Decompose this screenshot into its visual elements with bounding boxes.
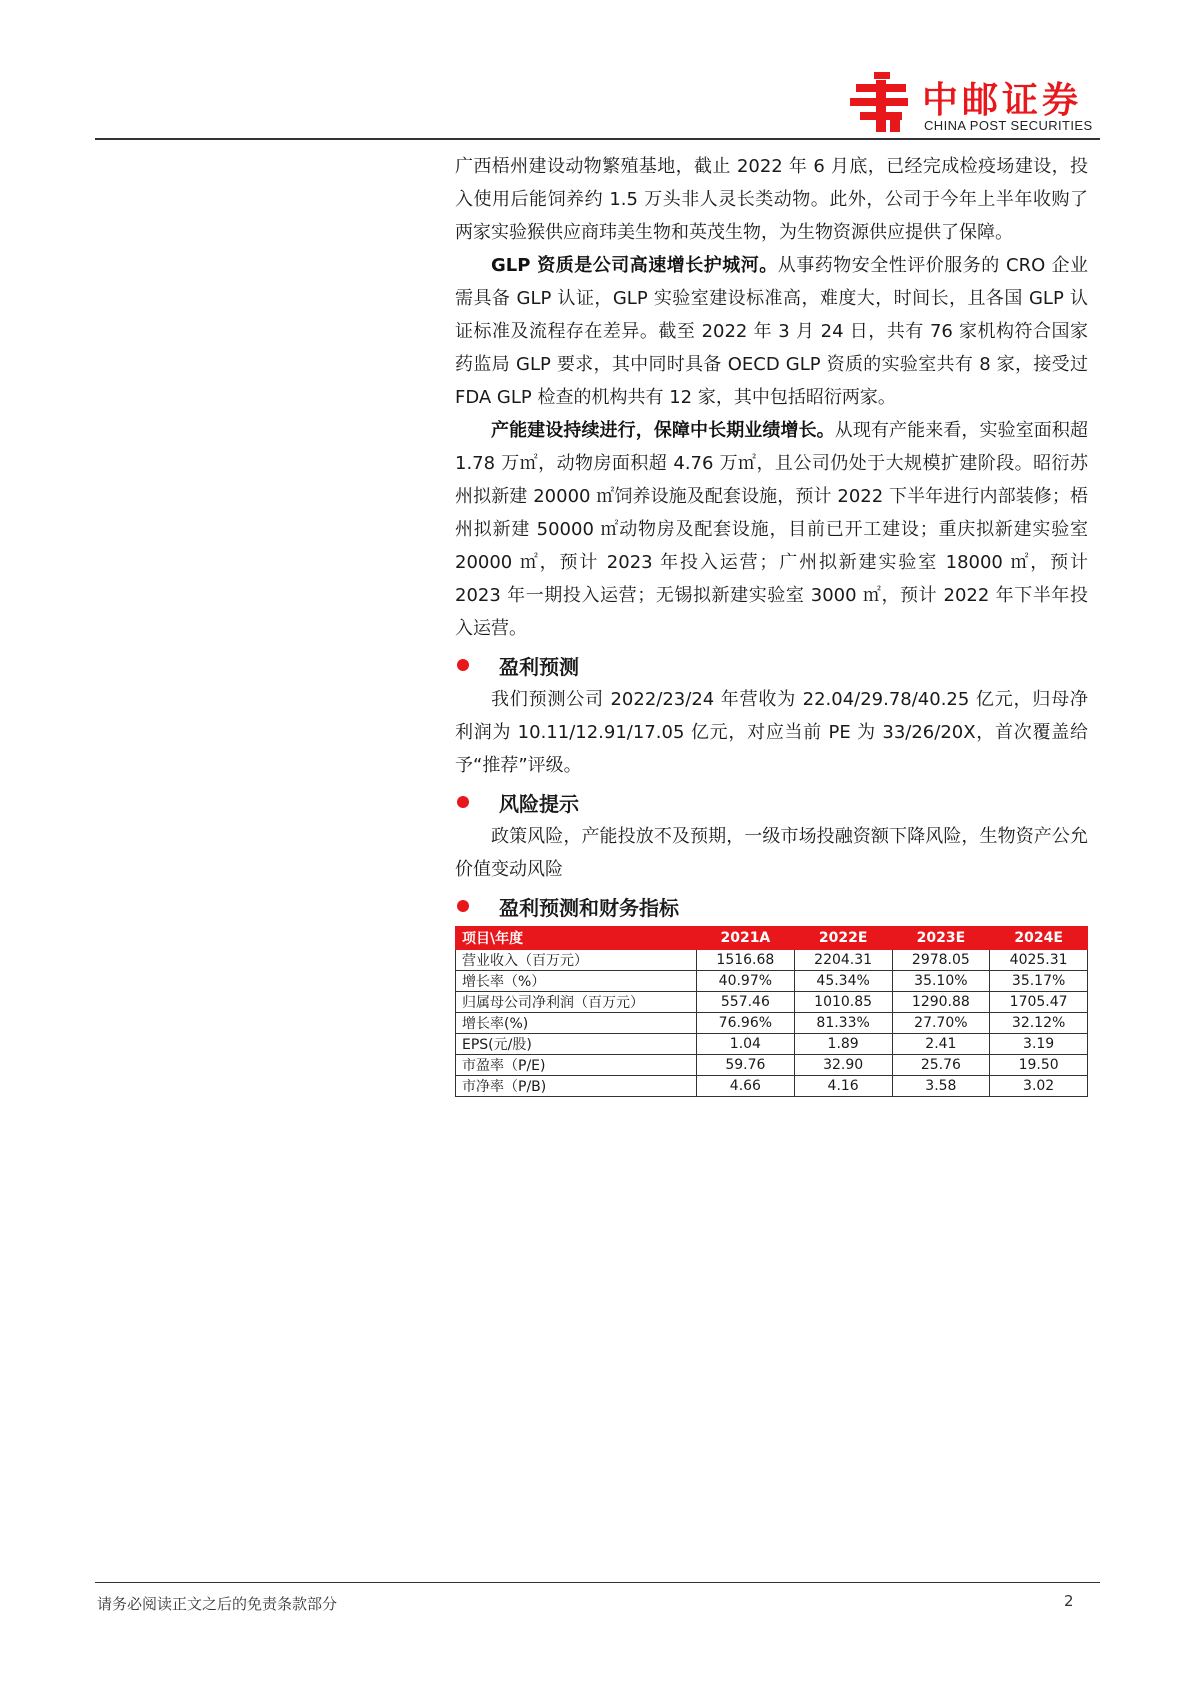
section-title: 风险提示 (499, 791, 579, 816)
table-cell: 市盈率（P/E) (456, 1055, 697, 1076)
table-cell: 45.34% (794, 971, 892, 992)
china-post-logo-icon (850, 70, 914, 134)
table-cell: 3.19 (990, 1034, 1088, 1055)
table-row (456, 1013, 1088, 1034)
table-cell: 2978.05 (892, 950, 990, 971)
table-cell: 32.90 (794, 1055, 892, 1076)
table-cell: 557.46 (697, 992, 795, 1013)
table-cell: 35.17% (990, 971, 1088, 992)
logo-english-text: CHINA POST SECURITIES (924, 118, 1093, 133)
table-header-cell: 2022E (794, 927, 892, 950)
table-cell: 25.76 (892, 1055, 990, 1076)
financial-table (455, 926, 1088, 1097)
logo-chinese-text: 中邮证券 (922, 80, 1083, 121)
page-number: 2 (1064, 1592, 1074, 1610)
table-cell: 增长率（%） (456, 971, 697, 992)
table-cell: 35.10% (892, 971, 990, 992)
table-cell: 59.76 (697, 1055, 795, 1076)
table-cell: 3.02 (990, 1076, 1088, 1097)
table-cell: 19.50 (990, 1055, 1088, 1076)
table-header-cell: 2021A (697, 927, 795, 950)
table-cell: EPS(元/股) (456, 1034, 697, 1055)
table-cell: 增长率(%) (456, 1013, 697, 1034)
section-risk (455, 784, 1088, 820)
table-cell: 4.66 (697, 1076, 795, 1097)
table-cell: 1516.68 (697, 950, 795, 971)
section-title: 盈利预测 (499, 654, 579, 679)
main-content (455, 150, 1088, 1097)
glp-heading: GLP 资质是公司高速增长护城河。 (491, 255, 778, 276)
table-cell: 27.70% (892, 1013, 990, 1034)
table-cell: 32.12% (990, 1013, 1088, 1034)
paragraph-risk: 政策风险，产能投放不及预期，一级市场投融资额下降风险，生物资产公允价值变动风险 (455, 826, 1088, 880)
footer-divider (95, 1582, 1100, 1583)
table-header-cell: 2023E (892, 927, 990, 950)
table-cell: 81.33% (794, 1013, 892, 1034)
paragraph-breeding-base: 广西梧州建设动物繁殖基地，截止 2022 年 6 月底，已经完成检疫场建设，投入使用后能饲养约 1.5 万头非人灵长类动物。此外，公司于今年上半年收购了两家实验猴供应商玮美生物和英茂生物，为生物资源供应提供了保障。 (455, 156, 1088, 243)
table-cell: 市净率（P/B) (456, 1076, 697, 1097)
table-cell: 归属母公司净利润（百万元） (456, 992, 697, 1013)
table-row (456, 992, 1088, 1013)
table-header-cell: 2024E (990, 927, 1088, 950)
table-row (456, 971, 1088, 992)
bullet-icon (457, 900, 469, 912)
capacity-text: 从现有产能来看，实验室面积超 1.78 万㎡，动物房面积超 4.76 万㎡，且公司仍处于大规模扩建阶段。昭衍苏州拟新建 20000 ㎡饲养设施及配套设施，预计 2022 下半年进行内部装修；梧州拟新建 50000 ㎡动物房及配套设施，目前已开工建设；重庆拟新建实验室 20000 ㎡，预计 2023 年投入运营；广州拟新建实验室 18000 ㎡，预计 2023 年一期投入运营；无锡拟新建实验室 3000 ㎡，预计 2022 年下半年投入运营。 (455, 420, 1088, 639)
glp-text: 从事药物安全性评价服务的 CRO 企业需具备 GLP 认证，GLP 实验室建设标准高，难度大，时间长，且各国 GLP 认证标准及流程存在差异。截至 2022 年 3 月 24 日，共有 76 家机构符合国家药监局 GLP 要求，其中同时具备 OECD GLP 资质的实验室共有 8 家，接受过 FDA GLP 检查的机构共有 12 家，其中包括昭衍两家。 (455, 255, 1089, 408)
table-cell: 2204.31 (794, 950, 892, 971)
table-row (456, 1076, 1088, 1097)
table-cell: 1.89 (794, 1034, 892, 1055)
table-cell: 1290.88 (892, 992, 990, 1013)
table-cell: 2.41 (892, 1034, 990, 1055)
section-financials (455, 888, 1088, 924)
table-cell: 40.97% (697, 971, 795, 992)
capacity-heading: 产能建设持续进行，保障中长期业绩增长。 (491, 420, 835, 441)
table-cell: 1705.47 (990, 992, 1088, 1013)
table-header-cell: 项目\年度 (456, 927, 697, 950)
table-cell: 营业收入（百万元） (456, 950, 697, 971)
brand-logo (850, 70, 1110, 138)
table-row (456, 950, 1088, 971)
table-cell: 1.04 (697, 1034, 795, 1055)
bullet-icon (457, 659, 469, 671)
table-cell: 1010.85 (794, 992, 892, 1013)
footer-disclaimer: 请务必阅读正文之后的免责条款部分 (97, 1595, 338, 1613)
bullet-icon (457, 796, 469, 808)
table-cell: 4025.31 (990, 950, 1088, 971)
paragraph-forecast: 我们预测公司 2022/23/24 年营收为 22.04/29.78/40.25 亿元，归母净利润为 10.11/12.91/17.05 亿元，对应当前 PE 为 33/26/20X，首次覆盖给予“推荐”评级。 (455, 689, 1088, 776)
section-title: 盈利预测和财务指标 (499, 895, 679, 920)
table-cell: 4.16 (794, 1076, 892, 1097)
table-header-row (456, 927, 1088, 950)
header-divider (95, 138, 1100, 140)
section-profit-forecast (455, 647, 1088, 683)
table-row (456, 1055, 1088, 1076)
table-cell: 76.96% (697, 1013, 795, 1034)
paragraph-glp (455, 249, 1088, 414)
table-row (456, 1034, 1088, 1055)
table-cell: 3.58 (892, 1076, 990, 1097)
paragraph-capacity (455, 414, 1088, 645)
